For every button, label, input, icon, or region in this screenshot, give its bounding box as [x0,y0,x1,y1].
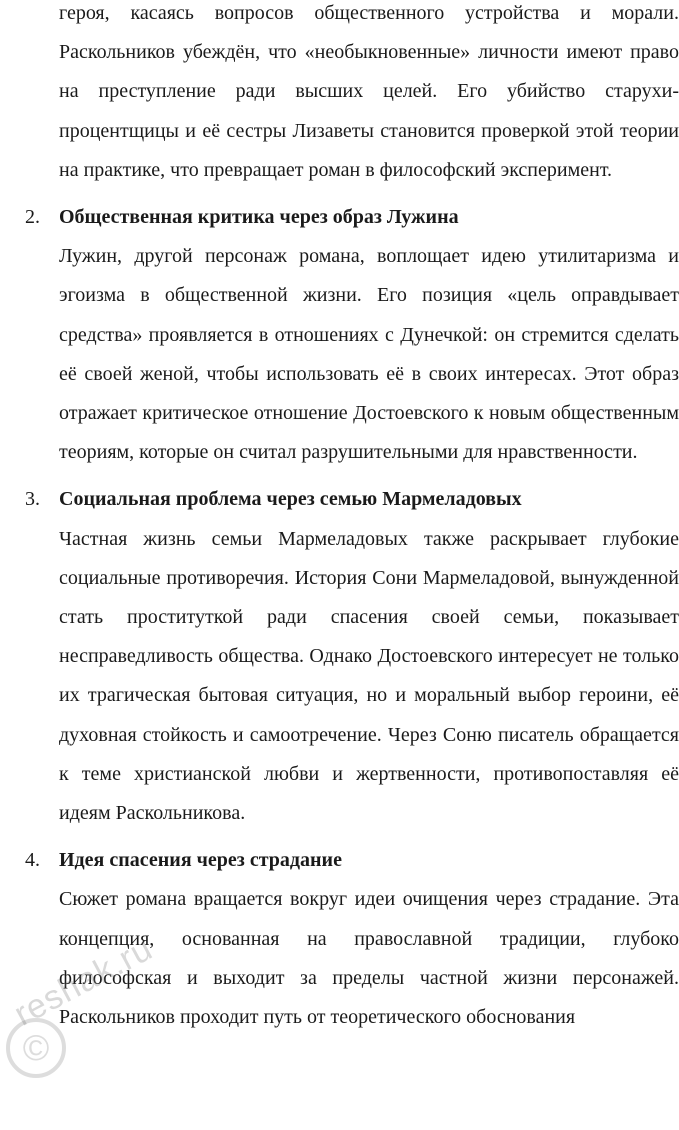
list-title: Общественная критика через образ Лужина [59,206,459,229]
list-item-paragraph: Лужин, другой персонаж романа, воплощает идею утилитаризма и эгоизма в общественной жизни. Его позиция «цель оправдывает средства» проявляется в отношениях с Дунечкой: он стремится сделать её своей женой, чтобы использовать её в своих интересах. Этот образ отражает критическое отношение Достоевского к новым общественным теориям, которые он считал разрушительными для нравственности. [59,245,679,464]
watermark-text: reshak.ru [8,929,159,1034]
list-item-2 [0,198,679,472]
intro-paragraph: героя, касаясь вопросов общественного устройства и морали. Раскольников убеждён, что «необыкновенные» личности имеют право на преступление ради высших целей. Его убийство старухи-процентщицы и её сестры Лизаветы становится проверкой этой теории на практике, что превращает роман в философский эксперимент. [59,2,679,181]
list-item-4 [0,841,679,1037]
list-item-heading [0,841,679,880]
list-title: Идея спасения через страдание [59,849,342,872]
list-item-paragraph: Частная жизнь семьи Мармеладовых также раскрывает глубокие социальные противоречия. История Сони Мармеладовой, вынужденной стать проституткой ради спасения своей семьи, показывает несправедливость общества. Однако Достоевского интересует не только их трагическая бытовая ситуация, но и моральный выбор героини, её духовная стойкость и самоотречение. Через Соню писатель обращается к теме христианской любви и жертвенности, противопоставляя её идеям Раскольникова. [59,527,679,825]
list-item-3 [0,480,679,833]
list-item-paragraph: Сюжет романа вращается вокруг идеи очищения через страдание. Эта концепция, основанная на православной традиции, глубоко философская и выходит за пределы частной жизни персонажей. Раскольников проходит путь от теоретического обоснования [59,888,679,1029]
list-item-heading [0,198,679,237]
list-number: 4. [25,849,40,872]
list-item-heading [0,480,679,519]
list-number: 2. [25,206,40,229]
list-number: 3. [25,488,40,511]
list-title: Социальная проблема через семью Мармеладовых [59,488,522,511]
copyright-icon: © [6,1018,66,1078]
